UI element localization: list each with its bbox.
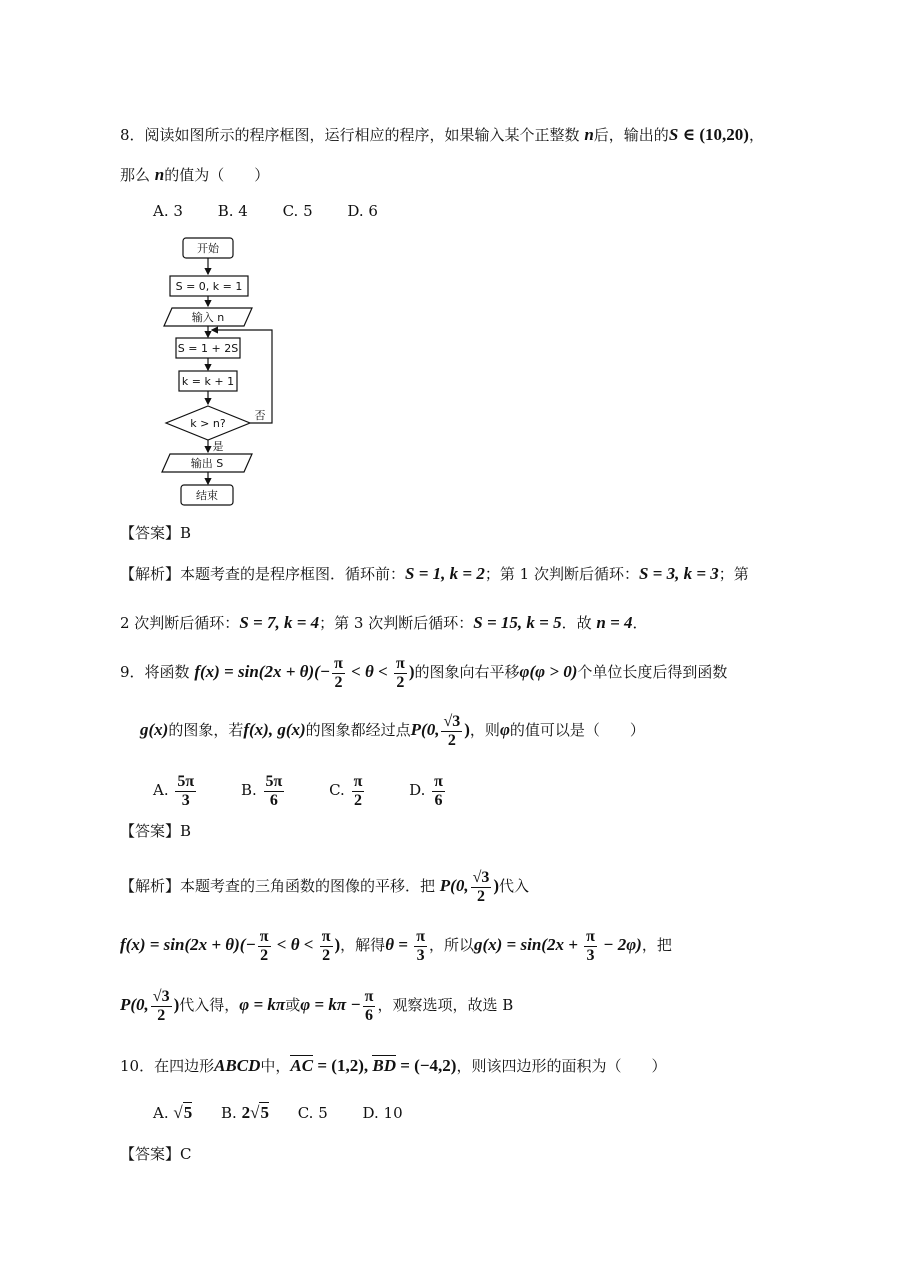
text: 那么 — [120, 166, 155, 184]
text: 【解析】本题考查的是程序框图．循环前： — [120, 565, 406, 583]
math: < θ < — [272, 935, 318, 954]
flow-yes-label: 是 — [212, 440, 224, 453]
math: n = 4 — [596, 613, 633, 632]
math: φ(φ > 0) — [519, 662, 578, 681]
math: φ = kπ − — [300, 995, 361, 1014]
num: π — [396, 654, 405, 672]
flow-end-text: 结束 — [196, 489, 218, 502]
text: ；第 — [718, 565, 749, 583]
option-b-label: B. — [240, 781, 257, 799]
text: 代入得， — [179, 996, 240, 1014]
num: √3 — [472, 868, 490, 886]
den: 2 — [157, 1006, 166, 1024]
option-c-value — [352, 773, 365, 810]
den: 3 — [416, 946, 425, 964]
text: 2 次判断后循环： — [120, 614, 240, 632]
math: S = 1, k = 2 — [405, 564, 485, 583]
fraction — [258, 928, 271, 965]
den: 2 — [260, 946, 269, 964]
option-a-value: √5 — [173, 1103, 193, 1122]
flow-cond-text: k > n? — [190, 417, 226, 430]
fraction — [471, 869, 492, 906]
fraction — [414, 928, 427, 965]
den: 2 — [447, 731, 456, 749]
math: φ — [499, 720, 510, 739]
fraction — [363, 988, 376, 1025]
q8-analysis-line2 — [120, 612, 648, 634]
option-a-label: A. — [153, 781, 169, 799]
text: ，把 — [641, 936, 672, 954]
text: 8．阅读如图所示的程序框图，运行相应的程序，如果输入某个正整数 — [120, 126, 585, 144]
den: 2 — [476, 887, 485, 905]
q9-answer: 【答案】B — [120, 822, 192, 840]
den: 2 — [334, 673, 343, 691]
math: < θ < — [346, 662, 393, 681]
den: 2 — [322, 946, 331, 964]
option-b-label: B. — [221, 1104, 237, 1122]
den: 2 — [396, 673, 405, 691]
q8-line1 — [120, 124, 764, 146]
flow-input-text: 输入 n — [191, 311, 225, 324]
text: ，解得 — [340, 936, 386, 954]
math: P(0, — [120, 995, 149, 1014]
text: 个单位长度后得到函数 — [577, 663, 728, 681]
q9-analysis-line2 — [120, 925, 672, 965]
fraction — [320, 928, 333, 965]
num: π — [334, 654, 343, 672]
option-c: C. 5 — [282, 202, 313, 220]
math: θ = — [385, 935, 413, 954]
text: ；第 3 次判断后循环： — [319, 614, 474, 632]
num: 5π — [265, 772, 283, 790]
option-c-label: C. — [329, 781, 345, 799]
option-a-value — [175, 773, 196, 810]
radicand: 5 — [260, 1103, 269, 1122]
num: π — [259, 927, 269, 945]
math: S = 15, k = 5 — [473, 613, 562, 632]
math: P(0, — [439, 876, 469, 895]
flowchart — [150, 232, 290, 514]
vector-ac: AC — [290, 1056, 314, 1075]
math: ) — [493, 876, 500, 895]
q8-answer: 【答案】B — [120, 524, 192, 542]
num: π — [434, 772, 443, 790]
option-b-value: 2√5 — [241, 1103, 269, 1122]
math: ABCD — [214, 1056, 261, 1075]
math: S = 3, k = 3 — [638, 564, 719, 583]
q9-options — [153, 770, 447, 810]
q8-options — [153, 200, 408, 222]
radicand: 5 — [183, 1103, 193, 1122]
option-d-label: D. — [409, 781, 426, 799]
text: ；第 1 次判断后循环： — [484, 565, 639, 583]
fraction — [332, 655, 345, 692]
den: 6 — [269, 791, 278, 809]
coefficient: 2 — [241, 1103, 251, 1122]
math: φ = kπ — [239, 995, 286, 1014]
math: ) — [464, 720, 470, 739]
den: 2 — [353, 791, 362, 809]
fraction — [441, 713, 462, 750]
text: 的图象向右平移 — [414, 663, 520, 681]
fraction — [151, 988, 172, 1025]
math-n: n — [584, 125, 594, 144]
math: ) — [334, 935, 341, 954]
option-a-label: A. — [153, 1104, 169, 1122]
q9-analysis-line1 — [120, 866, 529, 906]
den: 6 — [365, 1006, 374, 1024]
math: f(x) = sin(2x + θ)(− — [194, 662, 331, 681]
flow-assign-s-text: S = 1 + 2S — [177, 342, 239, 355]
num: 5π — [177, 772, 195, 790]
option-c: C. 5 — [297, 1104, 328, 1122]
num: π — [586, 927, 595, 945]
vector-bd: BD — [372, 1056, 396, 1075]
math: P(0, — [410, 720, 440, 739]
fraction — [394, 655, 407, 692]
text: 中， — [260, 1057, 291, 1075]
text: ，则该四边形的面积为（ ） — [456, 1057, 667, 1075]
num: π — [353, 772, 363, 790]
math-s: S — [668, 125, 679, 144]
text: ． — [632, 614, 648, 632]
text: 代入 — [499, 877, 530, 895]
math: = (−4,2) — [395, 1056, 457, 1075]
text: 的值为（ ） — [164, 166, 270, 184]
flow-output-text: 输出 S — [190, 457, 224, 470]
math: = (1,2), — [313, 1056, 373, 1075]
option-d: D. 6 — [347, 202, 378, 220]
fraction — [584, 928, 597, 965]
q8-line2 — [120, 164, 269, 186]
q9-line2 — [140, 710, 645, 750]
q10-line1 — [120, 1055, 666, 1077]
math-interval: ∈ (10,20) — [678, 125, 749, 144]
text: ， — [748, 126, 764, 144]
text: 的图象，若 — [168, 721, 244, 739]
math-n: n — [154, 165, 165, 184]
text: 9．将函数 — [120, 663, 195, 681]
math: f(x) = sin(2x + θ)(− — [120, 935, 256, 954]
q9-analysis-line3 — [120, 985, 513, 1025]
den: 3 — [181, 791, 190, 809]
q9-line1 — [120, 652, 727, 692]
option-d: D. 10 — [362, 1104, 403, 1122]
q10-answer: 【答案】C — [120, 1145, 192, 1163]
math: ) — [408, 662, 415, 681]
text: 的值可以是（ ） — [509, 721, 645, 739]
den: 6 — [434, 791, 443, 809]
num: π — [321, 927, 331, 945]
num: √3 — [443, 712, 461, 730]
den: 3 — [586, 946, 595, 964]
text: ，则 — [469, 721, 500, 739]
math: f(x), g(x) — [243, 720, 306, 739]
text: 【解析】本题考查的三角函数的图像的平移．把 — [120, 877, 440, 895]
text: 或 — [285, 996, 301, 1014]
num: π — [416, 927, 425, 945]
option-a: A. 3 — [153, 202, 183, 220]
text: ，观察选项，故选 B — [377, 996, 514, 1014]
text: ．故 — [561, 614, 597, 632]
text: 10．在四边形 — [120, 1057, 215, 1075]
option-d-value — [432, 773, 445, 810]
text: 的图象都经过点 — [305, 721, 411, 739]
num: √3 — [152, 987, 170, 1005]
flow-start-text: 开始 — [197, 242, 219, 255]
q10-options — [153, 1102, 403, 1124]
math: g(x) = sin(2x + — [473, 935, 583, 954]
option-b-value — [264, 773, 285, 810]
num: π — [364, 987, 374, 1005]
flow-assign-k-text: k = k + 1 — [181, 375, 235, 388]
text: 后，输出的 — [593, 126, 669, 144]
text: ，所以 — [428, 936, 474, 954]
math: − 2φ) — [598, 935, 642, 954]
q8-analysis-line1 — [120, 563, 749, 585]
math: g(x) — [140, 720, 169, 739]
math: ) — [173, 995, 180, 1014]
option-b: B. 4 — [217, 202, 248, 220]
flow-init-text: S = 0, k = 1 — [175, 280, 243, 293]
flow-no-label: 否 — [254, 409, 266, 422]
math: S = 7, k = 4 — [239, 613, 320, 632]
